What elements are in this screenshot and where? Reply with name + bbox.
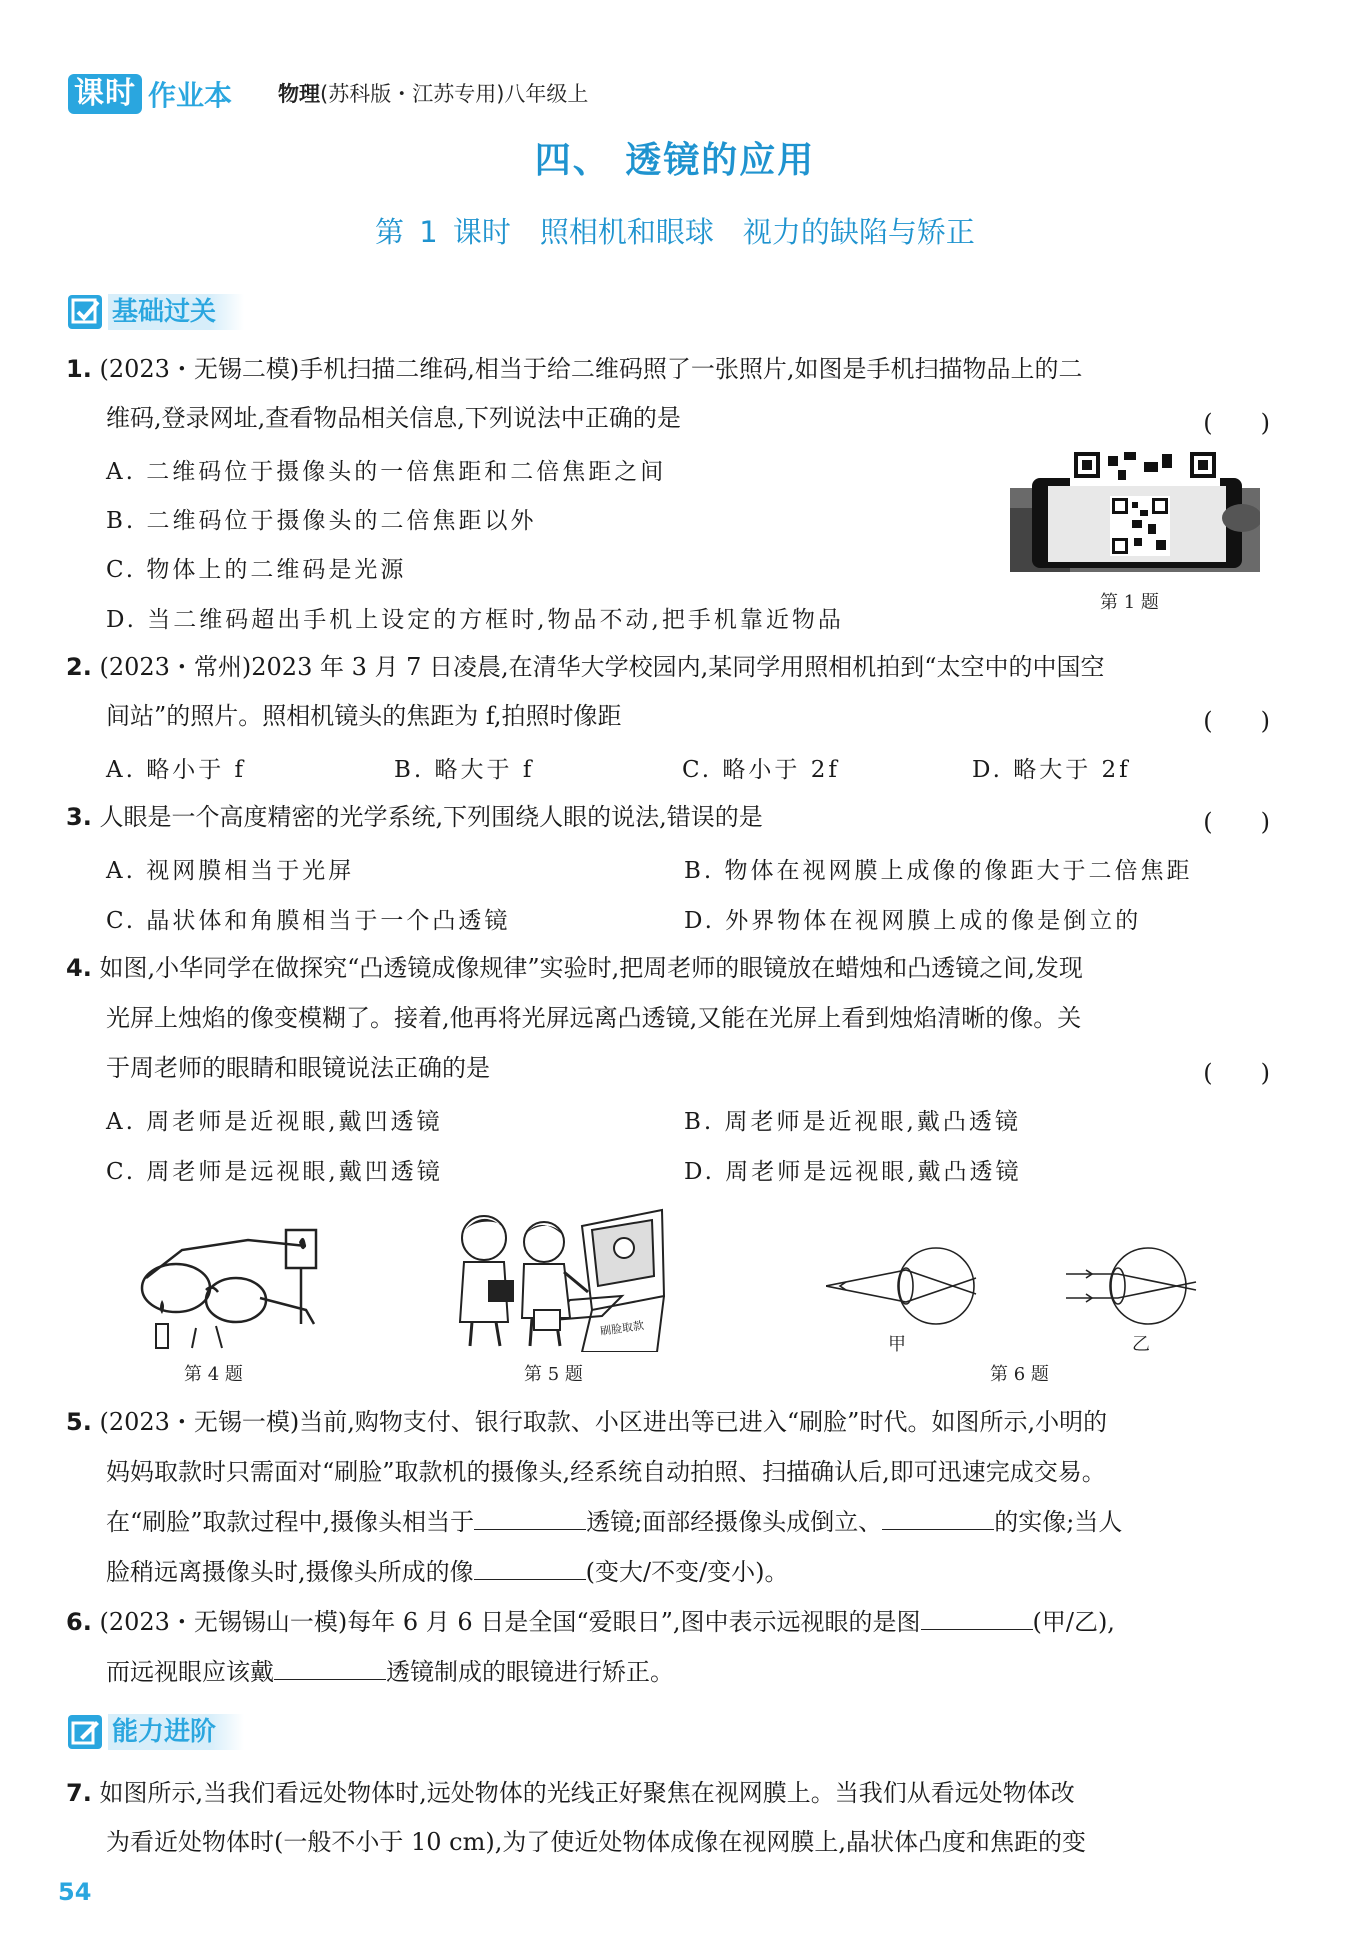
glasses-candle-illustration xyxy=(136,1228,358,1350)
q6-line2 xyxy=(106,1657,674,1687)
q5-text3a: 在“刷脸”取款过程中,摄像头相当于 xyxy=(106,1508,475,1536)
q5-blank-2[interactable] xyxy=(882,1507,994,1530)
logo-box: 课时 xyxy=(68,74,142,114)
book-logo xyxy=(68,74,232,114)
q2-option-c: C. 略小于 2f xyxy=(682,757,840,783)
q6-blank-2[interactable] xyxy=(274,1657,386,1680)
q3-option-d: D. 外界物体在视网膜上成的像是倒立的 xyxy=(684,908,1142,934)
logo-text: 作业本 xyxy=(148,79,233,112)
q5-text4a: 脸稍远离摄像头时,摄像头所成的像 xyxy=(106,1558,474,1586)
section-advanced-label: 能力进阶 xyxy=(108,1714,244,1750)
figure-5-caption: 第 5 题 xyxy=(524,1364,583,1385)
eye-diagrams xyxy=(826,1246,1226,1336)
q6-line1 xyxy=(66,1607,1115,1637)
q3-option-a: A. 视网膜相当于光屏 xyxy=(106,858,355,884)
q4-option-a: A. 周老师是近视眼,戴凹透镜 xyxy=(106,1109,443,1135)
phone-qr-illustration xyxy=(1010,448,1260,572)
q1-answer-paren: ( ) xyxy=(1203,409,1270,437)
q6-text1b: (甲/乙), xyxy=(1032,1608,1115,1636)
q5-line4 xyxy=(106,1557,789,1587)
figure-6-caption: 第 6 题 xyxy=(990,1364,1049,1385)
q3-answer-paren: ( ) xyxy=(1203,808,1270,836)
pencil-icon xyxy=(68,1715,102,1749)
q3-text1: 人眼是一个高度精密的光学系统,下列围绕人眼的说法,错误的是 xyxy=(99,803,763,831)
q7-number: 7. xyxy=(66,1779,92,1807)
q4-option-d: D. 周老师是远视眼,戴凸透镜 xyxy=(684,1159,1022,1185)
q1-line2: 维码,登录网址,查看物品相关信息,下列说法中正确的是 xyxy=(106,404,681,432)
q5-blank-1[interactable] xyxy=(474,1507,586,1530)
q4-text1: 如图,小华同学在做探究“凸透镜成像规律”实验时,把周老师的眼镜放在蜡烛和凸透镜之间,发现 xyxy=(99,954,1083,982)
lesson-subtitle: 第 1 课时 照相机和眼球 视力的缺陷与矫正 xyxy=(375,215,975,249)
q5-text3c: 的实像;当人 xyxy=(994,1508,1123,1536)
section-basic-label: 基础过关 xyxy=(108,294,244,330)
chapter-title: 四、 透镜的应用 xyxy=(534,140,816,181)
q2-line1 xyxy=(66,652,1105,682)
q7-line1 xyxy=(66,1778,1075,1808)
q2-answer-paren: ( ) xyxy=(1203,707,1270,735)
q1-option-d: D. 当二维码超出手机上设定的方框时,物品不动,把手机靠近物品 xyxy=(106,607,844,633)
figure-4-glasses-candle xyxy=(136,1228,358,1350)
q4-number: 4. xyxy=(66,954,92,982)
q5-text3b: 透镜;面部经摄像头成倒立、 xyxy=(586,1508,883,1536)
q1-number: 1. xyxy=(66,355,92,383)
figure-1-phone-qr xyxy=(1010,448,1260,572)
q6-text2a: 而远视眼应该戴 xyxy=(106,1658,274,1686)
header-subject xyxy=(278,78,588,108)
q2-text1: (2023・常州)2023 年 3 月 7 日凌晨,在清华大学校园内,某同学用照相机拍到“太空中的中国空 xyxy=(99,653,1105,681)
q1-line1 xyxy=(66,354,1083,384)
q1-option-a: A. 二维码位于摄像头的一倍焦距和二倍焦距之间 xyxy=(106,459,667,485)
q2-option-d: D. 略大于 2f xyxy=(972,757,1131,783)
q4-line3: 于周老师的眼睛和眼镜说法正确的是 xyxy=(106,1054,490,1082)
checkbox-icon xyxy=(68,295,102,329)
page-number: 54 xyxy=(58,1878,92,1906)
q5-text4b: (变大/不变/变小)。 xyxy=(585,1558,789,1586)
edition: (苏科版・江苏专用)八年级上 xyxy=(320,82,589,106)
q3-line1 xyxy=(66,802,763,832)
figure-4-caption: 第 4 题 xyxy=(184,1364,243,1385)
q3-option-b: B. 物体在视网膜上成像的像距大于二倍焦距 xyxy=(684,858,1193,884)
q4-option-b: B. 周老师是近视眼,戴凸透镜 xyxy=(684,1109,1021,1135)
q1-text1: (2023・无锡二模)手机扫描二维码,相当于给二维码照了一张照片,如图是手机扫描物品上的二 xyxy=(99,355,1083,383)
q5-line1 xyxy=(66,1407,1107,1437)
q4-line1 xyxy=(66,953,1083,983)
q6-number: 6. xyxy=(66,1608,92,1636)
q6-text2b: 透镜制成的眼镜进行矫正。 xyxy=(386,1658,674,1686)
section-advanced xyxy=(68,1712,244,1752)
q5-blank-3[interactable] xyxy=(474,1557,586,1580)
q4-line2: 光屏上烛焰的像变模糊了。接着,他再将光屏远离凸透镜,又能在光屏上看到烛焰清晰的像。关 xyxy=(106,1004,1082,1032)
section-basic xyxy=(68,292,244,332)
figure-6-label-a: 甲 xyxy=(888,1334,906,1355)
q5-line2: 妈妈取款时只需面对“刷脸”取款机的摄像头,经系统自动拍照、扫描确认后,即可迅速完成交易。 xyxy=(106,1458,1106,1486)
figure-6-label-b: 乙 xyxy=(1132,1334,1150,1355)
q2-option-a: A. 略小于 f xyxy=(106,757,247,783)
atm-label: 刷脸取款 xyxy=(599,1318,645,1338)
q3-option-c: C. 晶状体和角膜相当于一个凸透镜 xyxy=(106,908,511,934)
figure-5-face-atm xyxy=(452,1206,672,1352)
figure-6-eyes xyxy=(826,1246,1226,1336)
q1-option-c: C. 物体上的二维码是光源 xyxy=(106,557,407,583)
q2-line2: 间站”的照片。照相机镜头的焦距为 f,拍照时像距 xyxy=(106,702,622,730)
q5-line3 xyxy=(106,1507,1122,1537)
subject: 物理 xyxy=(278,82,320,106)
q6-text1a: (2023・无锡锡山一模)每年 6 月 6 日是全国“爱眼日”,图中表示远视眼的是图 xyxy=(99,1608,921,1636)
q4-option-c: C. 周老师是远视眼,戴凹透镜 xyxy=(106,1159,443,1185)
q6-blank-1[interactable] xyxy=(921,1607,1033,1630)
q5-number: 5. xyxy=(66,1408,92,1436)
q5-text1: (2023・无锡一模)当前,购物支付、银行取款、小区进出等已进入“刷脸”时代。如图所示,小明的 xyxy=(99,1408,1108,1436)
q1-option-b: B. 二维码位于摄像头的二倍焦距以外 xyxy=(106,508,537,534)
q2-number: 2. xyxy=(66,653,92,681)
q7-text1: 如图所示,当我们看远处物体时,远处物体的光线正好聚焦在视网膜上。当我们从看远处物体改 xyxy=(99,1779,1075,1807)
q2-option-b: B. 略大于 f xyxy=(394,757,535,783)
figure-1-caption: 第 1 题 xyxy=(1100,592,1159,613)
q3-number: 3. xyxy=(66,803,92,831)
q4-answer-paren: ( ) xyxy=(1203,1059,1270,1087)
q7-line2: 为看近处物体时(一般不小于 10 cm),为了使近处物体成像在视网膜上,晶状体凸度和焦距的变 xyxy=(106,1828,1086,1856)
